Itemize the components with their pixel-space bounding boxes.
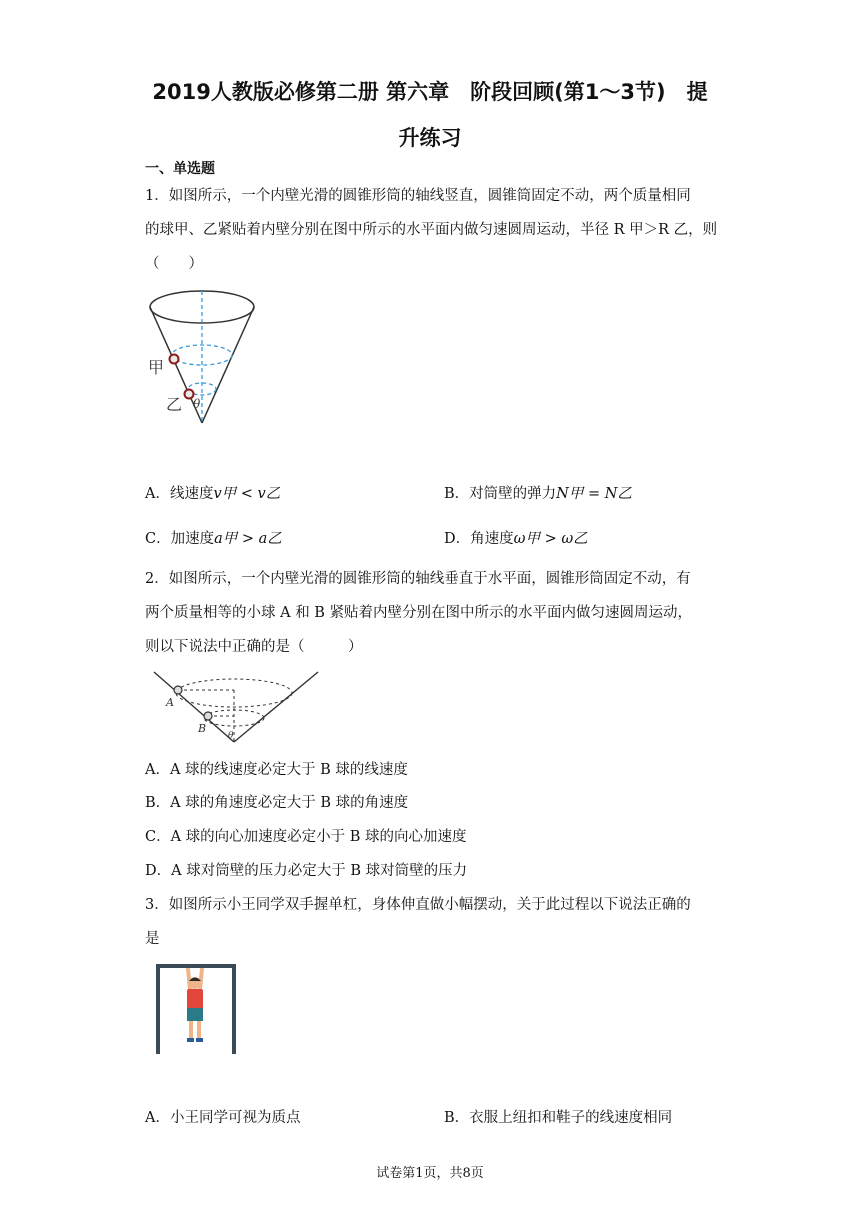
q1-text-line1: 1．如图所示，一个内壁光滑的圆锥形筒的轴线竖直，圆锥筒固定不动，两个质量相同 — [145, 188, 691, 204]
horizontal-bar — [156, 964, 236, 968]
bar-right-post — [232, 964, 236, 1054]
right-shoe — [196, 1038, 203, 1042]
ball-jia — [170, 355, 179, 364]
q1-option-b-prefix: B．对筒壁的弹力 — [444, 486, 557, 502]
shorts — [187, 1008, 203, 1021]
right-arm — [200, 968, 202, 990]
q1-text-line3: （ ） — [145, 256, 203, 272]
fig-label-a: A — [166, 696, 174, 709]
q1-option-a[interactable] — [145, 484, 280, 504]
ball-a — [174, 686, 182, 694]
torso-shirt — [187, 989, 203, 1009]
q1-option-c-prefix: C．加速度 — [145, 531, 215, 547]
q1-option-c[interactable] — [145, 529, 282, 549]
q1-option-a-formula: v甲 < v乙 — [213, 486, 281, 502]
left-shoe — [187, 1038, 194, 1042]
q1-option-a-prefix: A．线速度 — [145, 486, 214, 502]
q1-option-b-formula: N甲 = N乙 — [556, 486, 632, 502]
fig-label-theta2: θ — [228, 731, 234, 741]
page-footer: 试卷第1页，共8页 — [376, 1166, 484, 1181]
q3-pullup-figure — [154, 962, 238, 1056]
q1-option-b[interactable] — [444, 484, 632, 504]
q1-option-c-formula: a甲 > a乙 — [214, 531, 282, 547]
q2-text-line3: 则以下说法中正确的是（ ） — [145, 639, 363, 655]
page-title-line2: 升练习 — [398, 126, 462, 150]
q1-cone-figure — [140, 286, 260, 431]
q2-option-d[interactable]: D．A 球对筒壁的压力必定大于 B 球对筒壁的压力 — [145, 863, 468, 879]
q1-text-line2: 的球甲、乙紧贴着内壁分别在图中所示的水平面内做匀速圆周运动，半径 R 甲＞R 乙，则 — [145, 222, 718, 238]
q2-option-a[interactable]: A．A 球的线速度必定大于 B 球的线速度 — [145, 762, 408, 778]
q3-option-a[interactable]: A．小王同学可视为质点 — [145, 1110, 301, 1126]
q1-option-d-prefix: D．角速度 — [444, 531, 514, 547]
q2-option-c[interactable]: C．A 球的向心加速度必定小于 B 球的向心加速度 — [145, 829, 467, 845]
fig-label-theta: θ — [193, 397, 201, 411]
ball-b — [204, 712, 212, 720]
bar-left-post — [156, 964, 160, 1054]
q1-option-d[interactable] — [444, 529, 588, 549]
cone-right-wall — [202, 307, 254, 423]
q3-text-line1: 3．如图所示小王同学双手握单杠，身体伸直做小幅摆动，关于此过程以下说法正确的 — [145, 897, 691, 913]
section-heading: 一、单选题 — [145, 161, 215, 177]
q2-text-line1: 2．如图所示，一个内壁光滑的圆锥形筒的轴线垂直于水平面，圆锥形筒固定不动，有 — [145, 571, 691, 587]
q2-option-b[interactable]: B．A 球的角速度必定大于 B 球的角速度 — [145, 795, 409, 811]
q2-cone-figure — [150, 668, 322, 748]
q3-text-line2: 是 — [145, 931, 160, 947]
q2-text-line2: 两个质量相等的小球 A 和 B 紧贴着内壁分别在图中所示的水平面内做匀速圆周运动， — [145, 605, 693, 621]
fig-label-jia: 甲 — [148, 358, 165, 377]
left-arm — [188, 968, 190, 990]
page-title-line1: 2019人教版必修第二册 第六章 阶段回顾(第1～3节) 提 — [152, 80, 708, 104]
q3-option-b[interactable]: B．衣服上纽扣和鞋子的线速度相同 — [444, 1110, 673, 1126]
fig-label-b: B — [198, 722, 207, 735]
fig-label-yi: 乙 — [166, 395, 183, 414]
q1-option-d-formula: ω甲 > ω乙 — [513, 531, 588, 547]
